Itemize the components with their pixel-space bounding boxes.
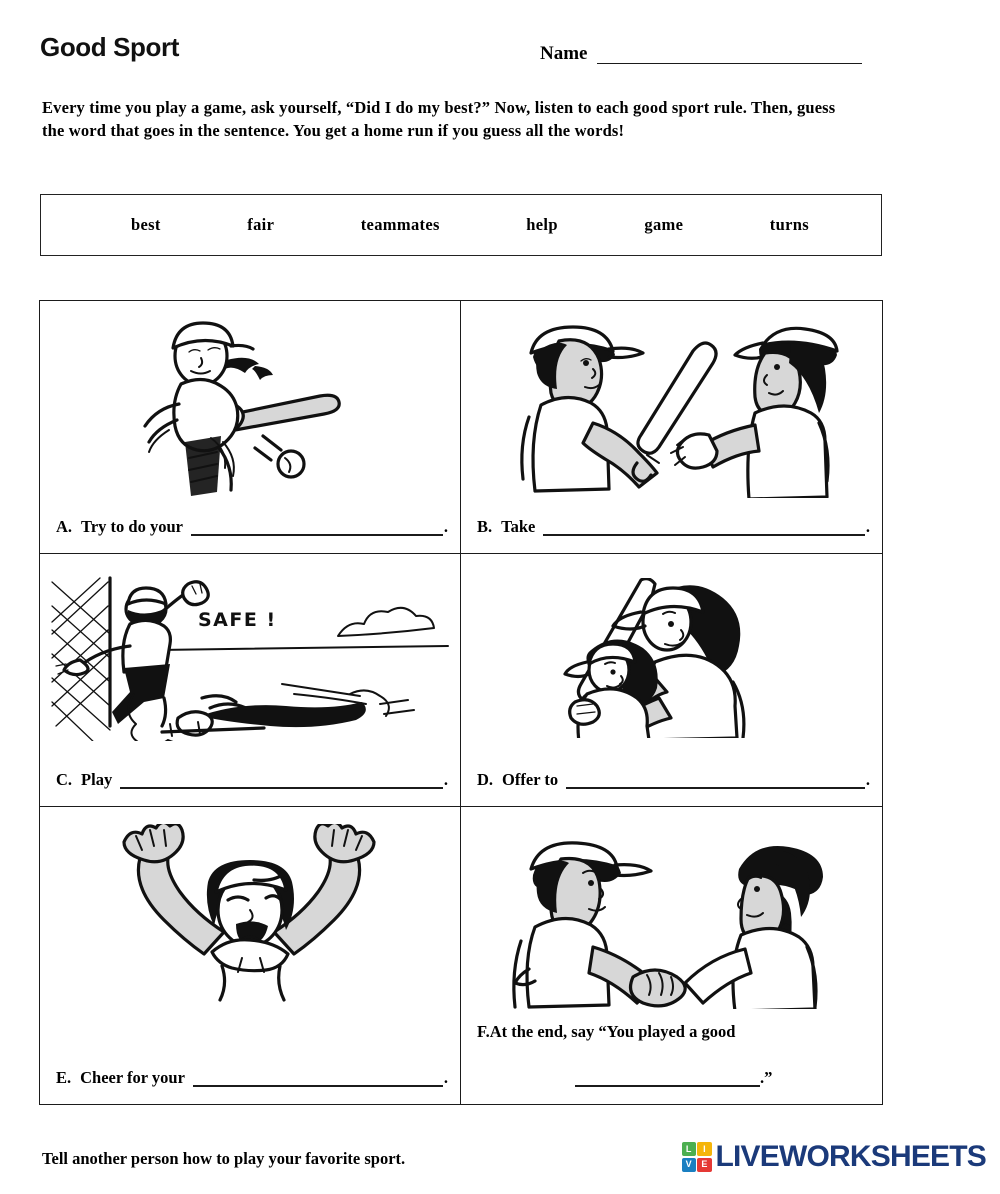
prompt-a — [56, 515, 448, 539]
liveworksheets-badge-icon — [682, 1142, 712, 1172]
item-letter-e: E. — [56, 1068, 72, 1087]
answer-blank-f[interactable] — [575, 1070, 760, 1087]
word-bank-item[interactable]: turns — [769, 215, 809, 234]
word-bank-item[interactable]: help — [526, 215, 558, 234]
name-input-line[interactable] — [597, 47, 862, 64]
word-bank-item[interactable]: fair — [247, 215, 275, 234]
name-field-group — [540, 44, 862, 64]
prompt-e — [56, 1066, 448, 1090]
instructions-text: Every time you play a game, ask yourself, “Did I do my best?” Now, listen to each good sport rule. Then, guess the word that goes in the sentence. You get a home run if you guess all the words! — [42, 98, 836, 140]
item-letter-a: A. — [56, 517, 73, 536]
item-letter-b: B. — [477, 517, 493, 536]
prompt-b — [477, 515, 870, 539]
exercise-panel-f — [461, 807, 882, 1104]
item-text-d: Offer to — [502, 770, 559, 789]
item-text-a: Try to do your — [81, 517, 183, 536]
prompt-c — [56, 768, 448, 792]
exercise-grid — [39, 300, 883, 1105]
worksheet-header — [40, 32, 960, 80]
badge-tile-v: V — [682, 1158, 696, 1172]
name-label: Name — [540, 43, 588, 64]
answer-blank-c[interactable] — [120, 771, 443, 789]
answer-blank-b[interactable] — [543, 518, 864, 536]
word-bank-item[interactable]: best — [131, 215, 161, 234]
page-title: Good Sport — [40, 32, 179, 62]
item-text-f: At the end, say “You played a good — [489, 1022, 736, 1041]
illustration-handshake-icon — [461, 807, 882, 1030]
item-punct-c: . — [443, 770, 448, 789]
answer-blank-d[interactable] — [566, 771, 865, 789]
item-letter-d: D. — [477, 770, 494, 789]
svg-text:SAFE !: SAFE ! — [198, 608, 277, 631]
badge-tile-i: I — [697, 1142, 711, 1156]
liveworksheets-wordmark: LIVEWORKSHEETS — [715, 1140, 986, 1173]
exercise-panel-e — [40, 807, 461, 1104]
illustration-girl-batting-icon — [40, 301, 460, 509]
answer-blank-e[interactable] — [193, 1069, 443, 1087]
item-letter-f: F. — [477, 1022, 490, 1041]
item-text-c: Play — [81, 770, 113, 789]
item-punct-f: .” — [760, 1068, 773, 1087]
item-punct-e: . — [443, 1068, 448, 1087]
illustration-handing-bat-icon — [461, 301, 882, 509]
prompt-f — [477, 1020, 868, 1090]
exercise-panel-d — [461, 554, 882, 807]
item-punct-a: . — [443, 517, 448, 536]
liveworksheets-logo[interactable] — [682, 1142, 987, 1172]
illustration-helping-hold-bat-icon — [461, 554, 882, 762]
badge-tile-e: E — [697, 1158, 711, 1172]
word-bank — [40, 194, 882, 256]
exercise-panel-a — [40, 301, 461, 554]
item-punct-b: . — [865, 517, 870, 536]
word-bank-item[interactable]: game — [644, 215, 684, 234]
item-punct-d: . — [865, 770, 870, 789]
prompt-d — [477, 768, 870, 792]
word-bank-item[interactable]: teammates — [360, 215, 440, 234]
item-letter-c: C. — [56, 770, 73, 789]
illustration-safe-call-icon — [40, 554, 460, 762]
exercise-panel-c — [40, 554, 461, 807]
illustration-cheering-child-icon — [40, 807, 460, 1030]
badge-tile-l: L — [682, 1142, 696, 1156]
answer-blank-a[interactable] — [191, 518, 443, 536]
exercise-panel-b — [461, 301, 882, 554]
item-text-b: Take — [501, 517, 536, 536]
footer-instruction: Tell another person how to play your favorite sport. — [42, 1149, 406, 1168]
item-text-e: Cheer for your — [80, 1068, 185, 1087]
